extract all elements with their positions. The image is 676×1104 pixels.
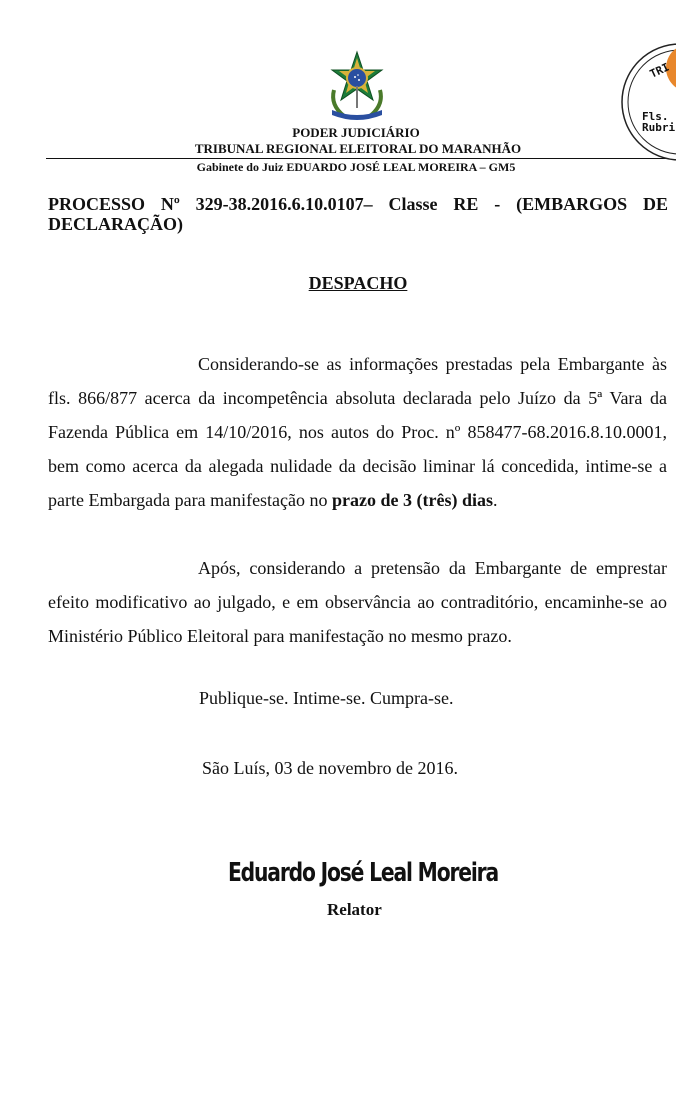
page-stamp xyxy=(618,40,676,170)
paragraph-3: Publique-se. Intime-se. Cumpra-se. xyxy=(199,688,454,708)
header-court: TRIBUNAL REGIONAL ELEITORAL DO MARANHÃO xyxy=(194,141,522,156)
process-title: PROCESSO Nº 329-38.2016.6.10.0107– Classe RE - (EMBARGOS DE DECLARAÇÃO) xyxy=(48,194,668,234)
paragraph-1 xyxy=(48,347,667,517)
stamp-rubrica-label: Rubri xyxy=(642,121,676,134)
header-office: Gabinete do Juiz EDUARDO JOSÉ LEAL MOREIRA – GM5 xyxy=(196,160,516,174)
document-type-heading: DESPACHO xyxy=(308,273,408,293)
paragraph-1-end: . xyxy=(493,490,498,510)
paragraph-2 xyxy=(48,551,667,653)
header-divider xyxy=(46,158,676,159)
signature-name: Eduardo José Leal Moreira xyxy=(228,858,499,888)
stamp-fls-label: Fls. xyxy=(642,110,669,123)
signature-role: Relator xyxy=(327,900,382,919)
coat-of-arms-emblem xyxy=(322,50,392,122)
document-date: São Luís, 03 de novembro de 2016. xyxy=(202,758,458,778)
paragraph-2-text: Após, considerando a pretensão da Embargante de emprestar efeito modificativo ao julgado, e em observância ao contraditório, encaminhe-se ao Ministério Público Eleitoral para manifestação no mesmo prazo. xyxy=(48,558,667,646)
header-power: PODER JUDICIÁRIO xyxy=(292,125,420,140)
paragraph-1-text: Considerando-se as informações prestadas pela Embargante às fls. 866/877 acerca da incompetência absoluta declarada pelo Juízo da 5ª Vara da Fazenda Pública em 14/10/2016, nos autos do Proc. nº 858477-68.2016.8.10.0001, bem como acerca da alegada nulidade da decisão liminar lá concedida, intime-se a parte Embargada para manifestação no xyxy=(48,354,667,510)
paragraph-1-deadline: prazo de 3 (três) dias xyxy=(332,490,494,510)
stamp-arc-text: TRI xyxy=(647,60,672,81)
